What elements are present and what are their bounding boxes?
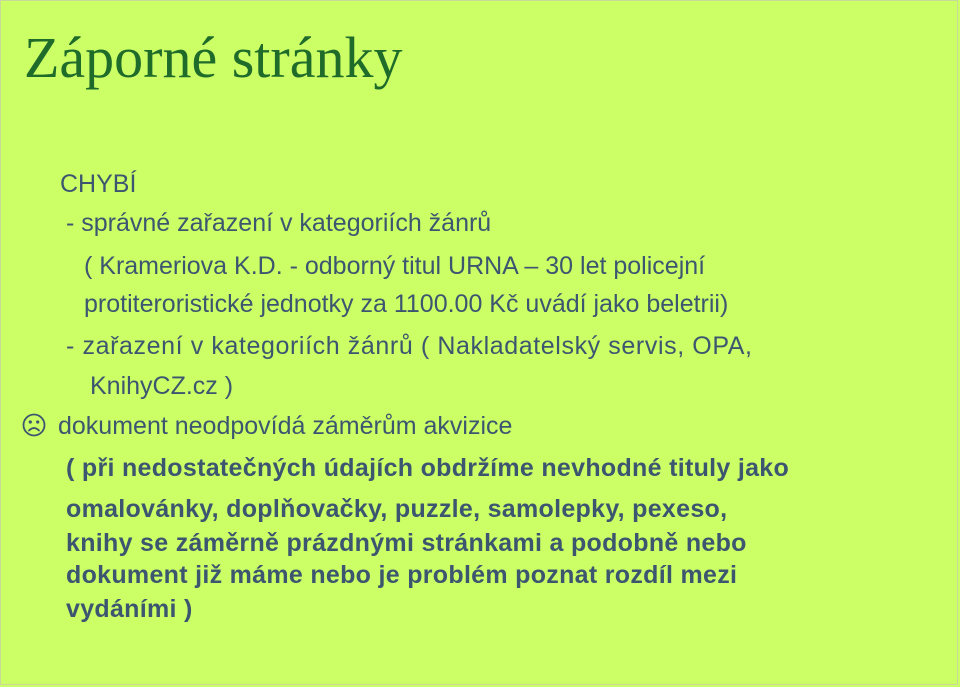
body-line: ( při nedostatečných údajích obdržíme nevhodné tituly jako xyxy=(66,454,790,482)
bullet-text: dokument neodpovídá záměrům akvizice xyxy=(58,412,513,440)
body-line: vydáními ) xyxy=(66,595,193,623)
body-line: omalovánky, doplňovačky, puzzle, samolepky, pexeso, xyxy=(66,495,728,523)
frown-face-icon xyxy=(22,413,46,437)
body-line: dokument již máme nebo je problém poznat rozdíl mezi xyxy=(66,561,738,589)
section-heading: CHYBÍ xyxy=(60,170,137,198)
body-line: protiteroristické jednotky za 1100.00 Kč uvádí jako beletrii) xyxy=(84,290,729,318)
bullet-item xyxy=(22,410,512,442)
body-line: KnihyCZ.cz ) xyxy=(90,372,234,400)
body-line: - správné zařazení v kategoriích žánrů xyxy=(66,209,492,237)
body-line: ( Krameriova K.D. - odborný titul URNA – 30 let policejní xyxy=(84,252,706,280)
body-line: - zařazení v kategoriích žánrů ( Nakladatelský servis, OPA, xyxy=(66,332,753,360)
body-line: knihy se záměrně prázdnými stránkami a podobně nebo xyxy=(66,529,747,557)
slide-title: Záporné stránky xyxy=(24,25,403,90)
